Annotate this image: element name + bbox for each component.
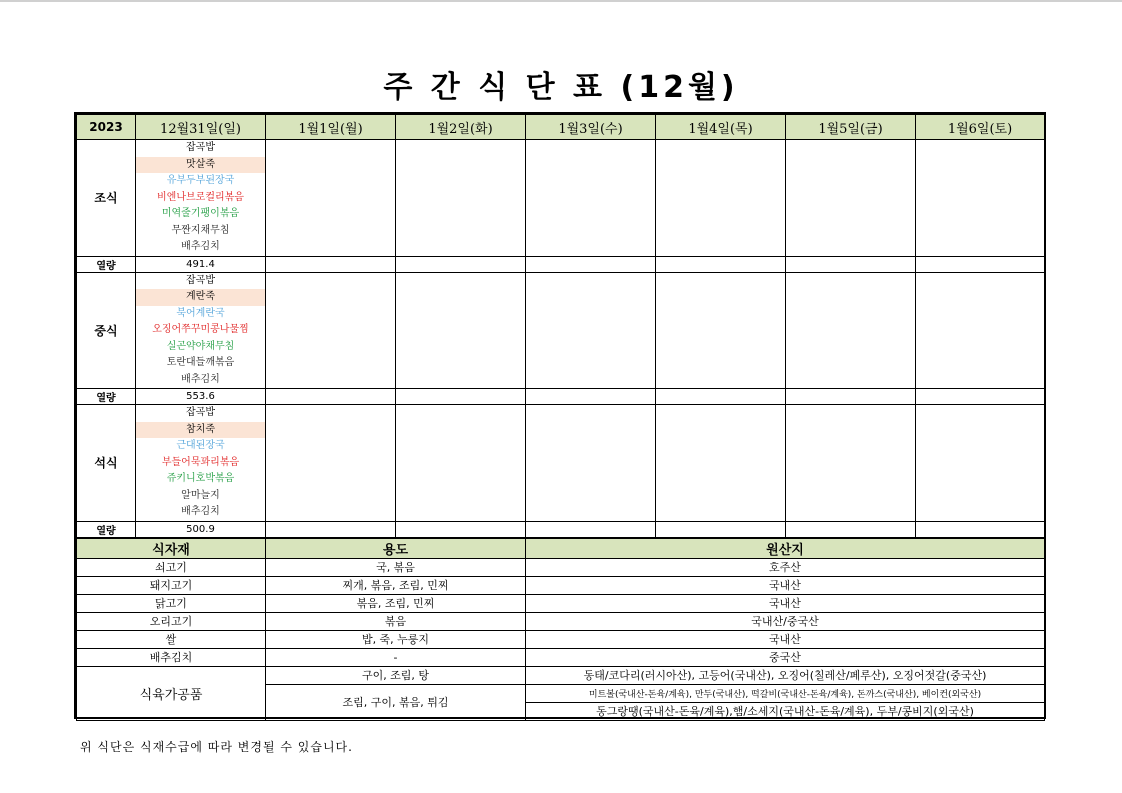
calorie-cell [916,521,1045,538]
ingredient-name: 배추김치 [77,648,266,666]
calorie-cell [266,256,396,272]
menu-table-frame [74,112,1046,719]
dish: 잡곡밥 [186,407,215,418]
ingredient-header-row [77,538,1045,559]
calorie-cell [656,389,786,405]
ingredient-origin: 호주산 [526,558,1045,576]
ingredient-use: 밥, 죽, 누룽지 [266,630,526,648]
dish: 오징어쭈꾸미콩나물찜 [152,324,249,335]
menu-cell [656,140,786,257]
calorie-value: 500.9 [136,521,266,538]
calorie-cell [786,389,916,405]
calorie-label: 열량 [77,521,136,538]
ingredient-col-header: 식자재 [77,538,266,559]
processed-origin: 동그랑땡(국내산-돈육/계육),햄/소세지(국내산-돈육/계육), 두부/콩비지(외국산) [526,702,1045,720]
dish: 미역줄기팽이볶음 [161,208,240,219]
ingredient-name: 닭고기 [77,594,266,612]
calorie-cell [526,256,656,272]
calorie-cell [396,521,526,538]
calorie-value: 491.4 [136,256,266,272]
calorie-cell [396,256,526,272]
meal-row-lunch [77,272,1045,389]
calorie-cell [916,256,1045,272]
calorie-label: 열량 [77,389,136,405]
menu-cell [396,140,526,257]
dish: 유부두부된장국 [166,175,235,186]
page-title: 주 간 식 단 표 (12월) [383,70,739,105]
dish: 근대된장국 [176,440,225,451]
menu-cell [656,272,786,389]
ingredient-origin: 중국산 [526,648,1045,666]
ingredient-origin: 국내산/중국산 [526,612,1045,630]
calorie-cell [656,256,786,272]
ingredient-use: 찌개, 볶음, 조림, 민찌 [266,576,526,594]
use-col-header: 용도 [266,538,526,559]
calorie-cell [786,256,916,272]
menu-cell [266,272,396,389]
ingredient-origin: 국내산 [526,630,1045,648]
meal-row-breakfast [77,140,1045,257]
ingredient-name: 돼지고기 [77,576,266,594]
day-header: 1월5일(금) [786,115,916,140]
dish: 실곤약야채무침 [166,340,235,352]
menu-cell [526,140,656,257]
ingredient-row [77,594,1045,612]
ingredient-name: 쌀 [77,630,266,648]
calorie-label: 열량 [77,256,136,272]
dish: 쥬키니호박볶음 [166,473,235,484]
processed-use: 조림, 구이, 볶음, 튀김 [266,684,526,720]
day-header: 1월4일(목) [656,115,786,140]
calorie-cell [916,389,1045,405]
calorie-cell [786,521,916,538]
day-header: 1월6일(토) [916,115,1045,140]
meal-label: 중식 [77,272,136,389]
menu-cell [916,272,1045,389]
ingredient-use: 볶음 [266,612,526,630]
menu-cell [266,140,396,257]
calorie-cell [396,389,526,405]
dish: 토란대들깨볶음 [166,357,235,368]
dish: 잡곡밥 [186,274,215,286]
meal-row-dinner [77,405,1045,522]
processed-origin: 동태/코다리(러시아산), 고등어(국내산), 오징어(칠레산/페루산), 오징어젓갈(중국산) [526,666,1045,684]
processed-use: 구이, 조림, 탕 [266,666,526,684]
dish: 무짠지채무침 [171,224,230,236]
day-header: 12월31일(일) [136,115,266,140]
dish: 배추김치 [181,506,220,517]
menu-cell [526,272,656,389]
dish: 알마늘지 [181,489,220,501]
dish: 배추김치 [181,373,220,385]
calorie-row [77,521,1045,538]
meal-label: 석식 [77,405,136,522]
footnote: 위 식단은 식재수급에 따라 변경될 수 있습니다. [80,740,353,754]
dish: 계란죽 [136,289,265,306]
calorie-cell [526,389,656,405]
dish: 부들어묵꽈리볶음 [161,456,240,468]
ingredient-name: 오리고기 [77,612,266,630]
header-row [77,115,1045,140]
ingredient-row [77,558,1045,576]
day-header: 1월2일(화) [396,115,526,140]
ingredient-row [77,576,1045,594]
menu-cell [266,405,396,522]
calorie-cell [266,521,396,538]
day-header: 1월1일(월) [266,115,396,140]
dish: 배추김치 [181,241,220,252]
menu-cell [396,272,526,389]
menu-cell [136,405,266,522]
ingredient-use: 볶음, 조림, 민찌 [266,594,526,612]
ingredient-row [77,612,1045,630]
calorie-cell [526,521,656,538]
origin-col-header: 원산지 [526,538,1045,559]
menu-cell [136,140,266,257]
processed-name: 식육가공품 [77,666,266,720]
dish: 맛살죽 [136,157,265,174]
dish: 북어계란국 [176,307,225,319]
menu-table [76,114,1045,721]
calorie-value: 553.6 [136,389,266,405]
menu-cell [656,405,786,522]
ingredient-use: 국, 볶음 [266,558,526,576]
processed-row [77,666,1045,684]
menu-cell [786,272,916,389]
dish: 잡곡밥 [186,142,215,153]
meal-label: 조식 [77,140,136,257]
dish: 참치죽 [136,422,265,439]
processed-origin: 미트볼(국내산-돈육/계육), 만두(국내산), 떡갈비(국내산-돈육/계육), 돈까스(국내산), 베이컨(외국산) [526,684,1045,702]
ingredient-row [77,648,1045,666]
calorie-row [77,256,1045,272]
calorie-row [77,389,1045,405]
menu-cell [526,405,656,522]
top-divider [0,0,1122,2]
menu-cell [786,405,916,522]
menu-cell [916,140,1045,257]
year-cell: 2023 [77,115,136,140]
ingredient-use: - [266,648,526,666]
menu-cell [786,140,916,257]
ingredient-origin: 국내산 [526,576,1045,594]
menu-cell [396,405,526,522]
menu-cell [136,272,266,389]
ingredient-origin: 국내산 [526,594,1045,612]
day-header: 1월3일(수) [526,115,656,140]
menu-cell [916,405,1045,522]
ingredient-row [77,630,1045,648]
calorie-cell [656,521,786,538]
ingredient-name: 쇠고기 [77,558,266,576]
dish: 비엔나브로컬리볶음 [157,191,244,203]
calorie-cell [266,389,396,405]
